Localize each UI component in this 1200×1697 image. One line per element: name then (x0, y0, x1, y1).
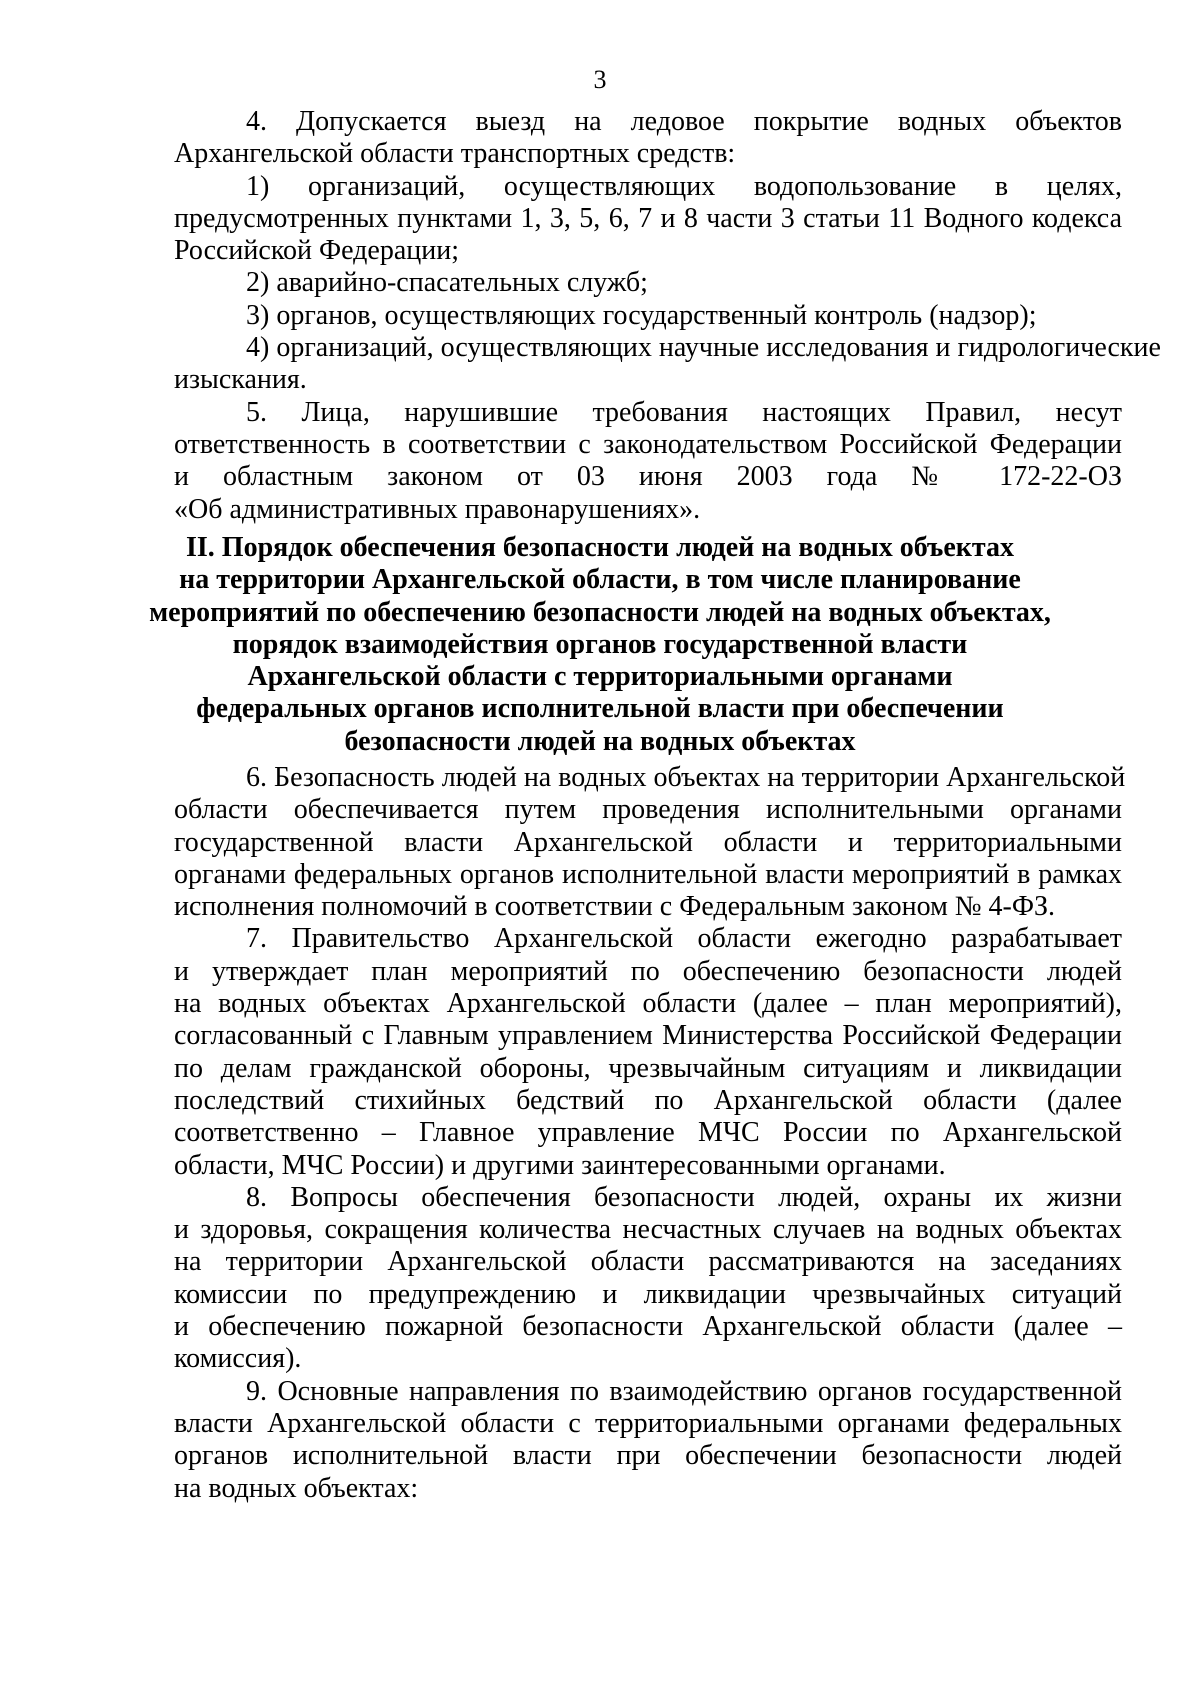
page-number: 3 (593, 65, 607, 94)
text-line: области, МЧС России) и другими заинтересованными органами. (174, 1149, 946, 1181)
paragraphs_top-paragraph (174, 300, 1122, 332)
text-line: соответственно – Главное управление МЧС России по Архангельской (174, 1117, 1122, 1149)
text-line: на территории Архангельской области рассматриваются на заседаниях (174, 1246, 1122, 1278)
text-line: исполнения полномочий в соответствии с Федеральным законом № 4-ФЗ. (174, 891, 1056, 923)
section-heading (0, 532, 1200, 758)
text-line: 4) организаций, осуществляющих научные исследования и гидрологические (246, 332, 1161, 364)
text-line: на водных объектах: (174, 1472, 419, 1504)
text-line: 2) аварийно-спасательных служб; (246, 267, 648, 299)
text-line: 9. Основные направления по взаимодействию органов государственной (246, 1375, 1122, 1407)
bottom-paragraphs (174, 762, 1126, 1505)
text-line: органов исполнительной власти при обеспечении безопасности людей (174, 1440, 1122, 1472)
text-line: 5. Лица, нарушившие требования настоящих Правил, несут (246, 396, 1122, 428)
heading-line: безопасности людей на водных объектах (344, 725, 856, 757)
text-line: органами федеральных органов исполнительной власти мероприятий в рамках (174, 858, 1122, 890)
text-line: Архангельской области транспортных средств: (174, 138, 736, 170)
text-line: 6. Безопасность людей на водных объектах на территории Архангельской (246, 762, 1126, 793)
text-line: согласованный с Главным управлением Министерства Российской Федерации (174, 1020, 1122, 1052)
text-line: по делам гражданской обороны, чрезвычайным ситуациям и ликвидации (174, 1052, 1122, 1084)
text-line: области обеспечивается путем проведения исполнительными органами (174, 794, 1122, 826)
paragraphs_top-paragraph (174, 267, 1122, 299)
text-line: комиссии по предупреждению и ликвидации чрезвычайных ситуаций (174, 1278, 1122, 1310)
paragraphs_bottom-paragraph (174, 762, 1126, 923)
heading-line: Архангельской области с территориальными органами (247, 661, 953, 693)
text-line: предусмотренных пунктами 1, 3, 5, 6, 7 и 8 части 3 статьи 11 Водного кодекса (174, 202, 1122, 234)
heading-line: порядок взаимодействия органов государственной власти (232, 628, 968, 660)
text-line: Российской Федерации; (174, 235, 460, 267)
text-line: и утверждает план мероприятий по обеспечению безопасности людей (174, 955, 1122, 987)
text-line: власти Архангельской области с территориальными органами федеральных (174, 1407, 1122, 1439)
paragraphs_bottom-paragraph (174, 1376, 1122, 1505)
heading-line: мероприятий по обеспечению безопасности людей на водных объектах, (149, 596, 1051, 628)
text-line: 4. Допускается выезд на ледовое покрытие водных объектов (246, 106, 1122, 137)
paragraphs_top-paragraph (174, 332, 1161, 397)
text-line: комиссия). (174, 1343, 302, 1375)
top-paragraphs (174, 106, 1161, 526)
text-line: 7. Правительство Архангельской области ежегодно разрабатывает (246, 923, 1122, 955)
text-line: последствий стихийных бедствий по Архангельской области (далее (174, 1084, 1122, 1116)
text-line: на водных объектах Архангельской области (далее – план мероприятий), (174, 988, 1122, 1020)
paragraphs_bottom-paragraph (174, 1182, 1122, 1376)
paragraphs_bottom-paragraph (174, 923, 1122, 1181)
paragraphs_top-paragraph (174, 171, 1122, 268)
text-line: изыскания. (174, 364, 307, 396)
text-line: государственной власти Архангельской области и территориальными (174, 826, 1122, 858)
text-line: 1) организаций, осуществляющих водопользование в целях, (246, 170, 1122, 202)
text-line: и здоровья, сокращения количества несчастных случаев на водных объектах (174, 1214, 1122, 1246)
heading-line: на территории Архангельской области, в том числе планирование (179, 564, 1021, 596)
text-line: «Об административных правонарушениях». (174, 493, 701, 525)
text-line: и областным законом от 03 июня 2003 года № 172-22-ОЗ (174, 461, 1122, 493)
text-line: ответственность в соответствии с законодательством Российской Федерации (174, 428, 1122, 460)
heading-line: федеральных органов исполнительной власти при обеспечении (196, 693, 1004, 725)
paragraphs_top-paragraph (174, 397, 1122, 526)
heading-line: II. Порядок обеспечения безопасности людей на водных объектах (186, 532, 1014, 563)
text-line: 8. Вопросы обеспечения безопасности людей, охраны их жизни (246, 1181, 1122, 1213)
text-line: и обеспечению пожарной безопасности Архангельской области (далее – (174, 1311, 1122, 1343)
text-line: 3) органов, осуществляющих государственный контроль (надзор); (246, 299, 1037, 331)
paragraphs_top-paragraph (174, 106, 1122, 171)
